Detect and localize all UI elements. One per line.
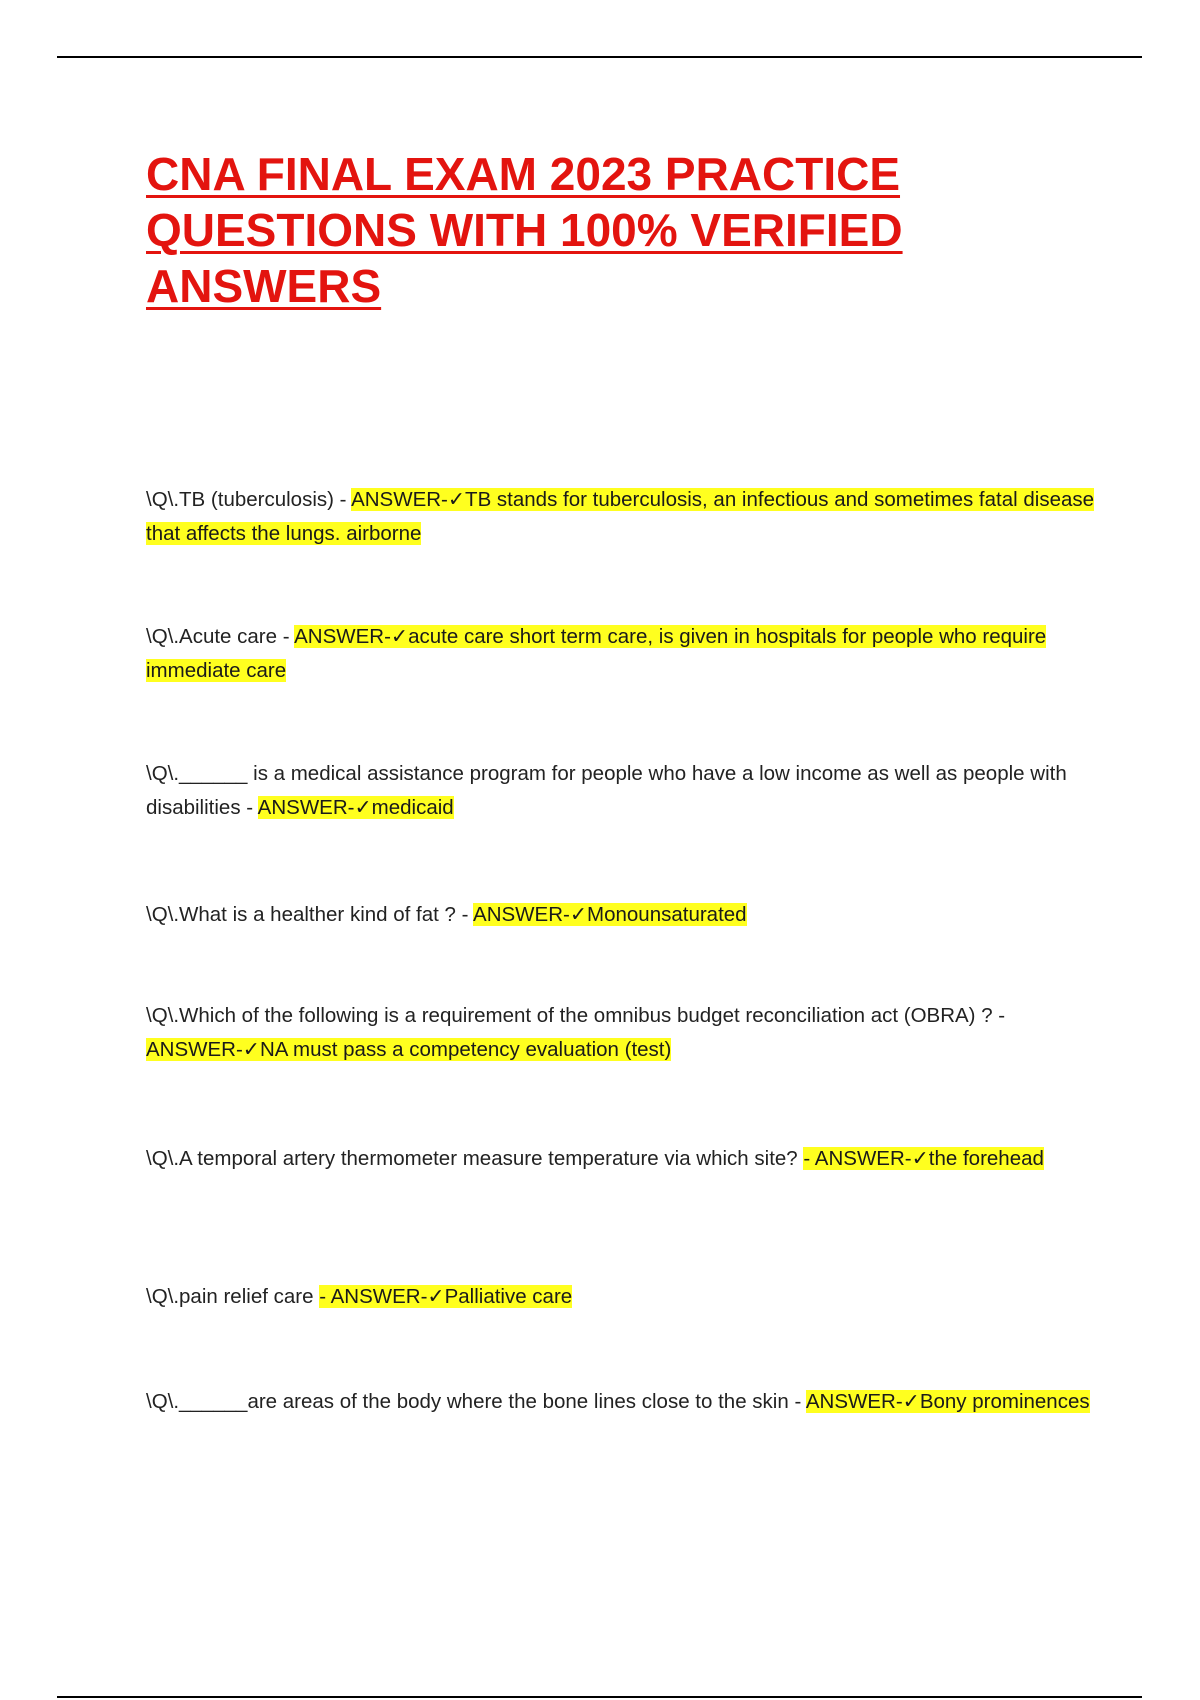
qa-item-1	[146, 483, 1096, 551]
question-text: \Q\.pain relief care	[146, 1285, 320, 1308]
question-text: \Q\.______ is a medical assistance program for people who have a low income as well as people with disabilities -	[146, 762, 1067, 819]
qa-item-2	[146, 620, 1096, 688]
qa-item-7	[146, 1280, 1096, 1314]
answer-text: - ANSWER-✓Palliative care	[319, 1285, 573, 1308]
question-text: \Q\.______are areas of the body where the bone lines close to the skin -	[146, 1390, 806, 1413]
qa-item-8	[146, 1385, 1096, 1419]
answer-text: ANSWER-✓Bony prominences	[805, 1390, 1090, 1413]
bottom-rule	[57, 1696, 1142, 1698]
qa-item-3	[146, 757, 1096, 825]
question-text: \Q\.What is a healther kind of fat ? -	[146, 903, 474, 926]
answer-text: ANSWER-✓TB stands for tuberculosis, an infectious and sometimes fatal disease that affects the lungs. airborne	[146, 488, 1095, 545]
qa-item-6	[146, 1142, 1096, 1176]
question-text: \Q\.Acute care -	[146, 625, 295, 648]
question-text: \Q\.Which of the following is a requirement of the omnibus budget reconciliation act (OBRA) ? -	[146, 1004, 1006, 1027]
answer-text: ANSWER-✓Monounsaturated	[473, 903, 747, 926]
qa-item-4	[146, 898, 1096, 932]
answer-text: ANSWER-✓acute care short term care, is given in hospitals for people who require immediate care	[146, 625, 1047, 682]
document-title: CNA FINAL EXAM 2023 PRACTICE QUESTIONS WITH 100% VERIFIED ANSWERS	[146, 148, 903, 312]
question-text: \Q\.TB (tuberculosis) -	[146, 488, 352, 511]
qa-item-5	[146, 999, 1096, 1067]
question-text: \Q\.A temporal artery thermometer measure temperature via which site?	[146, 1147, 804, 1170]
answer-text: - ANSWER-✓the forehead	[803, 1147, 1044, 1170]
answer-text: ANSWER-✓medicaid	[257, 796, 454, 819]
answer-text: ANSWER-✓NA must pass a competency evaluation (test)	[146, 1038, 672, 1061]
top-rule	[57, 56, 1142, 58]
